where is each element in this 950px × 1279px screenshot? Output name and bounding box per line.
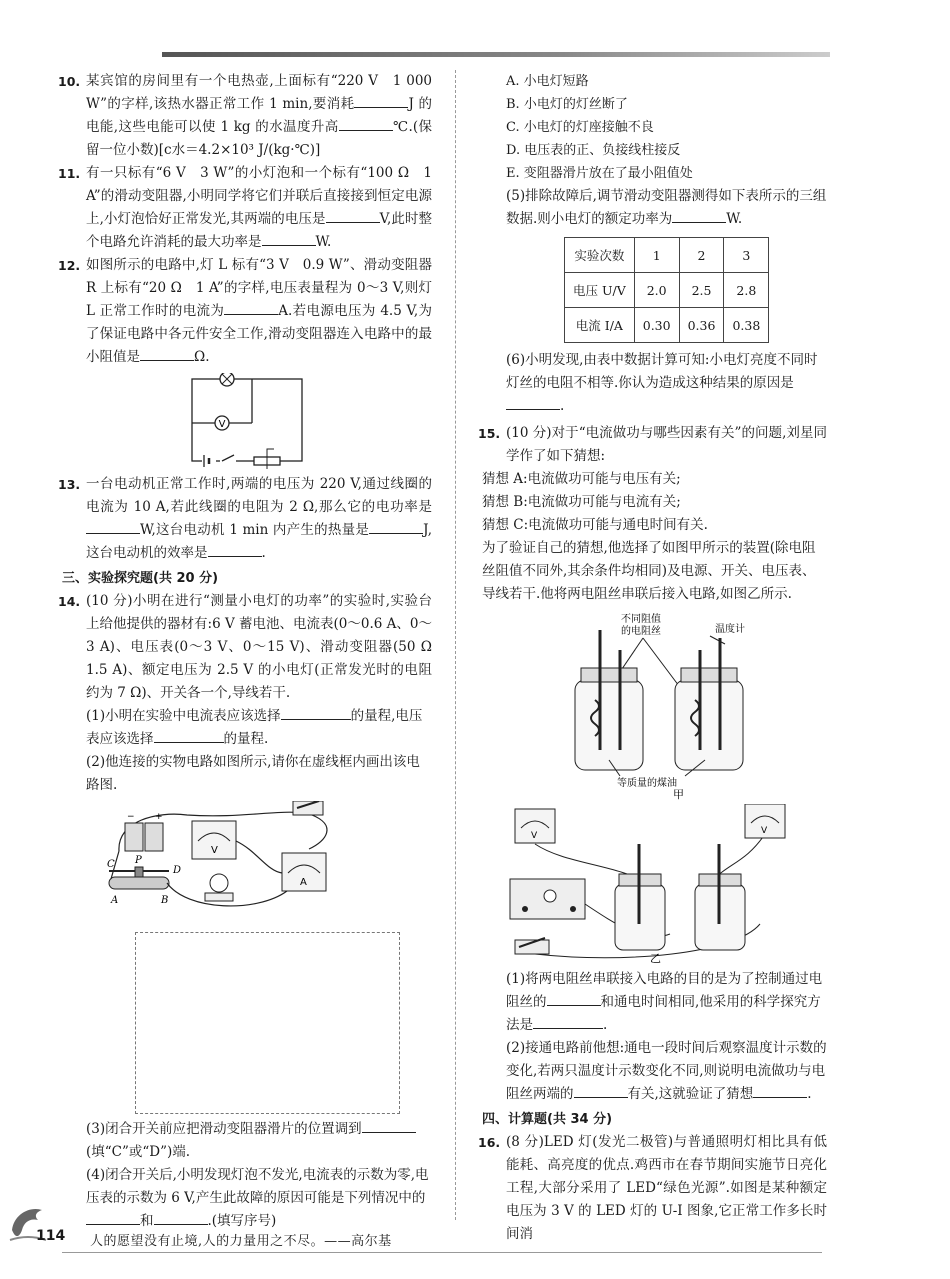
question-13: 13. 一台电动机正常工作时,两端的电压为 220 V,通过线圈的电流为 10 A,若此线圈的电阻为 2 Ω,那么它的电功率是W,这台电动机 1 min 内产生的热量是 J,这台电动机的效率是 . xyxy=(58,476,432,561)
option-a: A. 小电灯短路 xyxy=(506,74,589,89)
svg-text:C: C xyxy=(107,859,115,870)
svg-text:V: V xyxy=(760,826,767,836)
question-10: 10. 某宾馆的房间里有一个电热壶,上面标有“220 V 1 000 W”的字样,该热水器正常工作 1 min,要消耗 J 的电能,这些电能可以使 1 kg 的水温度升高 ℃.(保留一位小数)[c水＝4.2×10³ J/(kg·℃)] xyxy=(58,73,432,158)
figure-yi xyxy=(505,804,805,964)
question-12: 12. 如图所示的电路中,灯 L 标有“3 V 0.9 W”、滑动变阻器 R 上标有“20 Ω 1 A”的字样,电压表量程为 0～3 V,则灯 L 正常工作时的电流为 A.若电源电压为 4.5 V,为了保证电路中各元件安全工作,滑动变阻器连入电路中的最小阻值是 Ω. xyxy=(58,257,432,365)
svg-text:D: D xyxy=(173,865,182,876)
ammeter-icon xyxy=(282,853,326,891)
table-row: 电压 U/V 2.0 2.5 2.8 xyxy=(565,273,769,308)
option-d: D. 电压表的正、负接线柱接反 xyxy=(506,143,681,158)
page-number: 114 xyxy=(36,1228,66,1244)
jar-icon xyxy=(695,844,745,950)
svg-text:V: V xyxy=(530,831,537,841)
answer-blank[interactable] xyxy=(362,1118,416,1133)
jar-icon xyxy=(575,630,643,770)
svg-text:V: V xyxy=(218,419,226,430)
battery-icon xyxy=(125,812,163,851)
option-e: E. 变阻器滑片放在了最小阻值处 xyxy=(506,166,693,181)
svg-text:乙: 乙 xyxy=(649,952,661,964)
answer-blank[interactable] xyxy=(326,208,380,223)
svg-text:V: V xyxy=(211,845,218,856)
circuit-diagram-q12 xyxy=(182,373,312,469)
power-supply-icon xyxy=(510,879,585,919)
q15-part1: (1)将两电阻丝串联接入电路的目的是为了控制通过电阻丝的 和通电时间相同,他采用的科学探究方法是 . xyxy=(506,971,823,1033)
question-15: 15. (10 分)对于“电流做功与哪些因素有关”的问题,刘星同学作了如下猜想: xyxy=(478,425,827,464)
svg-text:A: A xyxy=(300,877,307,888)
answer-blank[interactable] xyxy=(369,519,423,534)
answer-blank[interactable] xyxy=(154,1210,208,1225)
jar-icon xyxy=(615,844,665,950)
column-divider xyxy=(455,70,456,1220)
voltmeter-icon xyxy=(745,804,785,838)
answer-blank[interactable] xyxy=(208,542,262,557)
answer-blank[interactable] xyxy=(86,519,140,534)
answer-blank[interactable] xyxy=(339,116,393,131)
svg-text:等质量的煤油: 等质量的煤油 xyxy=(616,778,677,789)
voltmeter-icon xyxy=(515,809,555,843)
q14-part3: (3)闭合开关前应把滑动变阻器滑片的位置调到(填“C”或“D”)端. xyxy=(62,1118,432,1164)
answer-blank[interactable] xyxy=(281,705,351,720)
svg-text:温度计: 温度计 xyxy=(714,624,745,635)
question-14: 14. (10 分)小明在进行“测量小电灯的功率”的实验时,实验台上给他提供的器材有:6 V 蓄电池、电流表(0～0.6 A、0～3 A)、电压表(0～3 V、0～15 V)、滑动变阻器(50 Ω 1.5 A)、额定电压为 2.5 V 的小电灯(正常发光时的电阻约为 7 Ω)、开关各一个,导线若干. xyxy=(58,593,446,701)
left-column xyxy=(58,70,446,923)
q14-part2: (2)他连接的实物电路如图所示,请你在虚线框内画出该电路图. xyxy=(86,754,420,793)
svg-text:A: A xyxy=(111,895,119,906)
top-rule xyxy=(162,52,830,57)
answer-blank[interactable] xyxy=(354,93,408,108)
q15-setup: 为了验证自己的猜想,他选择了如图甲所示的装置(除电阻丝阻值不同外,其余条件均相同)及电源、开关、电压表、导线若干.他将两电阻丝串联后接入电路,如图乙所示. xyxy=(482,540,816,602)
guess-b: 猜想 B:电流做功可能与电流有关; xyxy=(482,494,681,510)
q14-part1: (1)小明在实验中电流表应该选择 的量程,电压表应该选择 的量程. xyxy=(62,705,432,751)
answer-blank[interactable] xyxy=(86,1210,140,1225)
switch-icon xyxy=(293,801,323,815)
jar-icon xyxy=(675,638,743,770)
svg-text:P: P xyxy=(135,855,142,866)
data-table xyxy=(564,237,769,343)
option-c: C. 小电灯的灯座接触不良 xyxy=(506,120,654,135)
q15-part2: (2)接通电路前他想:通电一段时间后观察温度计示数的变化,若两只温度计示数变化不同,则说明电流做功与电阻丝两端的 有关,这就验证了猜想 . xyxy=(506,1040,827,1102)
footer-rule xyxy=(62,1252,822,1253)
svg-text:B: B xyxy=(161,895,169,906)
svg-text:−: − xyxy=(127,812,135,822)
answer-blank[interactable] xyxy=(753,1083,807,1098)
rheostat-icon xyxy=(107,855,181,906)
answer-blank[interactable] xyxy=(262,231,316,246)
question-16: 16. (8 分)LED 灯(发光二极管)与普通照明灯相比具有低能耗、高亮度的优点.鸡西市在春节期间实施节日亮化工程,大部分采用了 LED“绿色光源”.如图是某种额定电压为 3 V 的 LED 灯的 U-I 图象,它正常工作多长时间消 xyxy=(478,1134,827,1242)
svg-text:不同阻值: 不同阻值 xyxy=(620,614,661,625)
guess-c: 猜想 C:电流做功可能与通电时间有关. xyxy=(482,517,708,533)
right-column xyxy=(478,70,827,1246)
section-3-heading: 三、实验探究题(共 20 分) xyxy=(62,571,219,586)
answer-blank[interactable] xyxy=(506,395,560,410)
voltmeter-icon xyxy=(192,821,236,859)
left-column-bottom xyxy=(62,1118,432,1233)
q14-part6: (6)小明发现,由表中数据计算可知:小电灯亮度不同时灯丝的电阻不相等.你认为造成这种结果的原因是. xyxy=(506,352,818,414)
table-row: 实验次数 1 2 3 xyxy=(565,238,769,273)
svg-text:甲: 甲 xyxy=(672,788,684,800)
answer-blank[interactable] xyxy=(547,991,601,1006)
answer-blank[interactable] xyxy=(224,300,278,315)
switch-icon xyxy=(515,938,549,954)
figure-jia xyxy=(525,610,785,800)
table-row: 电流 I/A 0.30 0.36 0.38 xyxy=(565,308,769,343)
answer-blank[interactable] xyxy=(140,346,194,361)
option-b: B. 小电灯的灯丝断了 xyxy=(506,97,628,112)
answer-blank[interactable] xyxy=(154,728,224,743)
footer-motto: 人的愿望没有止境,人的力量用之不尽。——高尔基 xyxy=(90,1234,392,1249)
q14-part4: (4)闭合开关后,小明发现灯泡不发光,电流表的示数为零,电压表的示数为 6 V,产生此故障的原因可能是下列情况中的和 .(填写序号) xyxy=(86,1167,429,1229)
section-4-heading: 四、计算题(共 34 分) xyxy=(482,1112,613,1127)
guess-a: 猜想 A:电流做功可能与电压有关; xyxy=(482,471,681,487)
svg-text:的电阻丝: 的电阻丝 xyxy=(620,626,661,637)
answer-blank[interactable] xyxy=(672,208,726,223)
answer-blank[interactable] xyxy=(574,1083,628,1098)
svg-text:+: + xyxy=(155,812,163,822)
answer-blank[interactable] xyxy=(533,1014,603,1029)
question-11: 11. 有一只标有“6 V 3 W”的小灯泡和一个标有“100 Ω 1 A”的滑动变阻器,小明同学将它们并联后直接接到恒定电源上,小灯泡恰好正常发光,其两端的电压是 V,此时整个电路允许消耗的最大功率是 W. xyxy=(58,165,432,250)
drawing-answer-box[interactable] xyxy=(135,932,400,1114)
physical-circuit-figure xyxy=(97,801,397,919)
q14-part5: (5)排除故障后,调节滑动变阻器测得如下表所示的三组数据.则小电灯的额定功率为 W. xyxy=(506,188,827,227)
lamp-icon xyxy=(205,874,233,901)
